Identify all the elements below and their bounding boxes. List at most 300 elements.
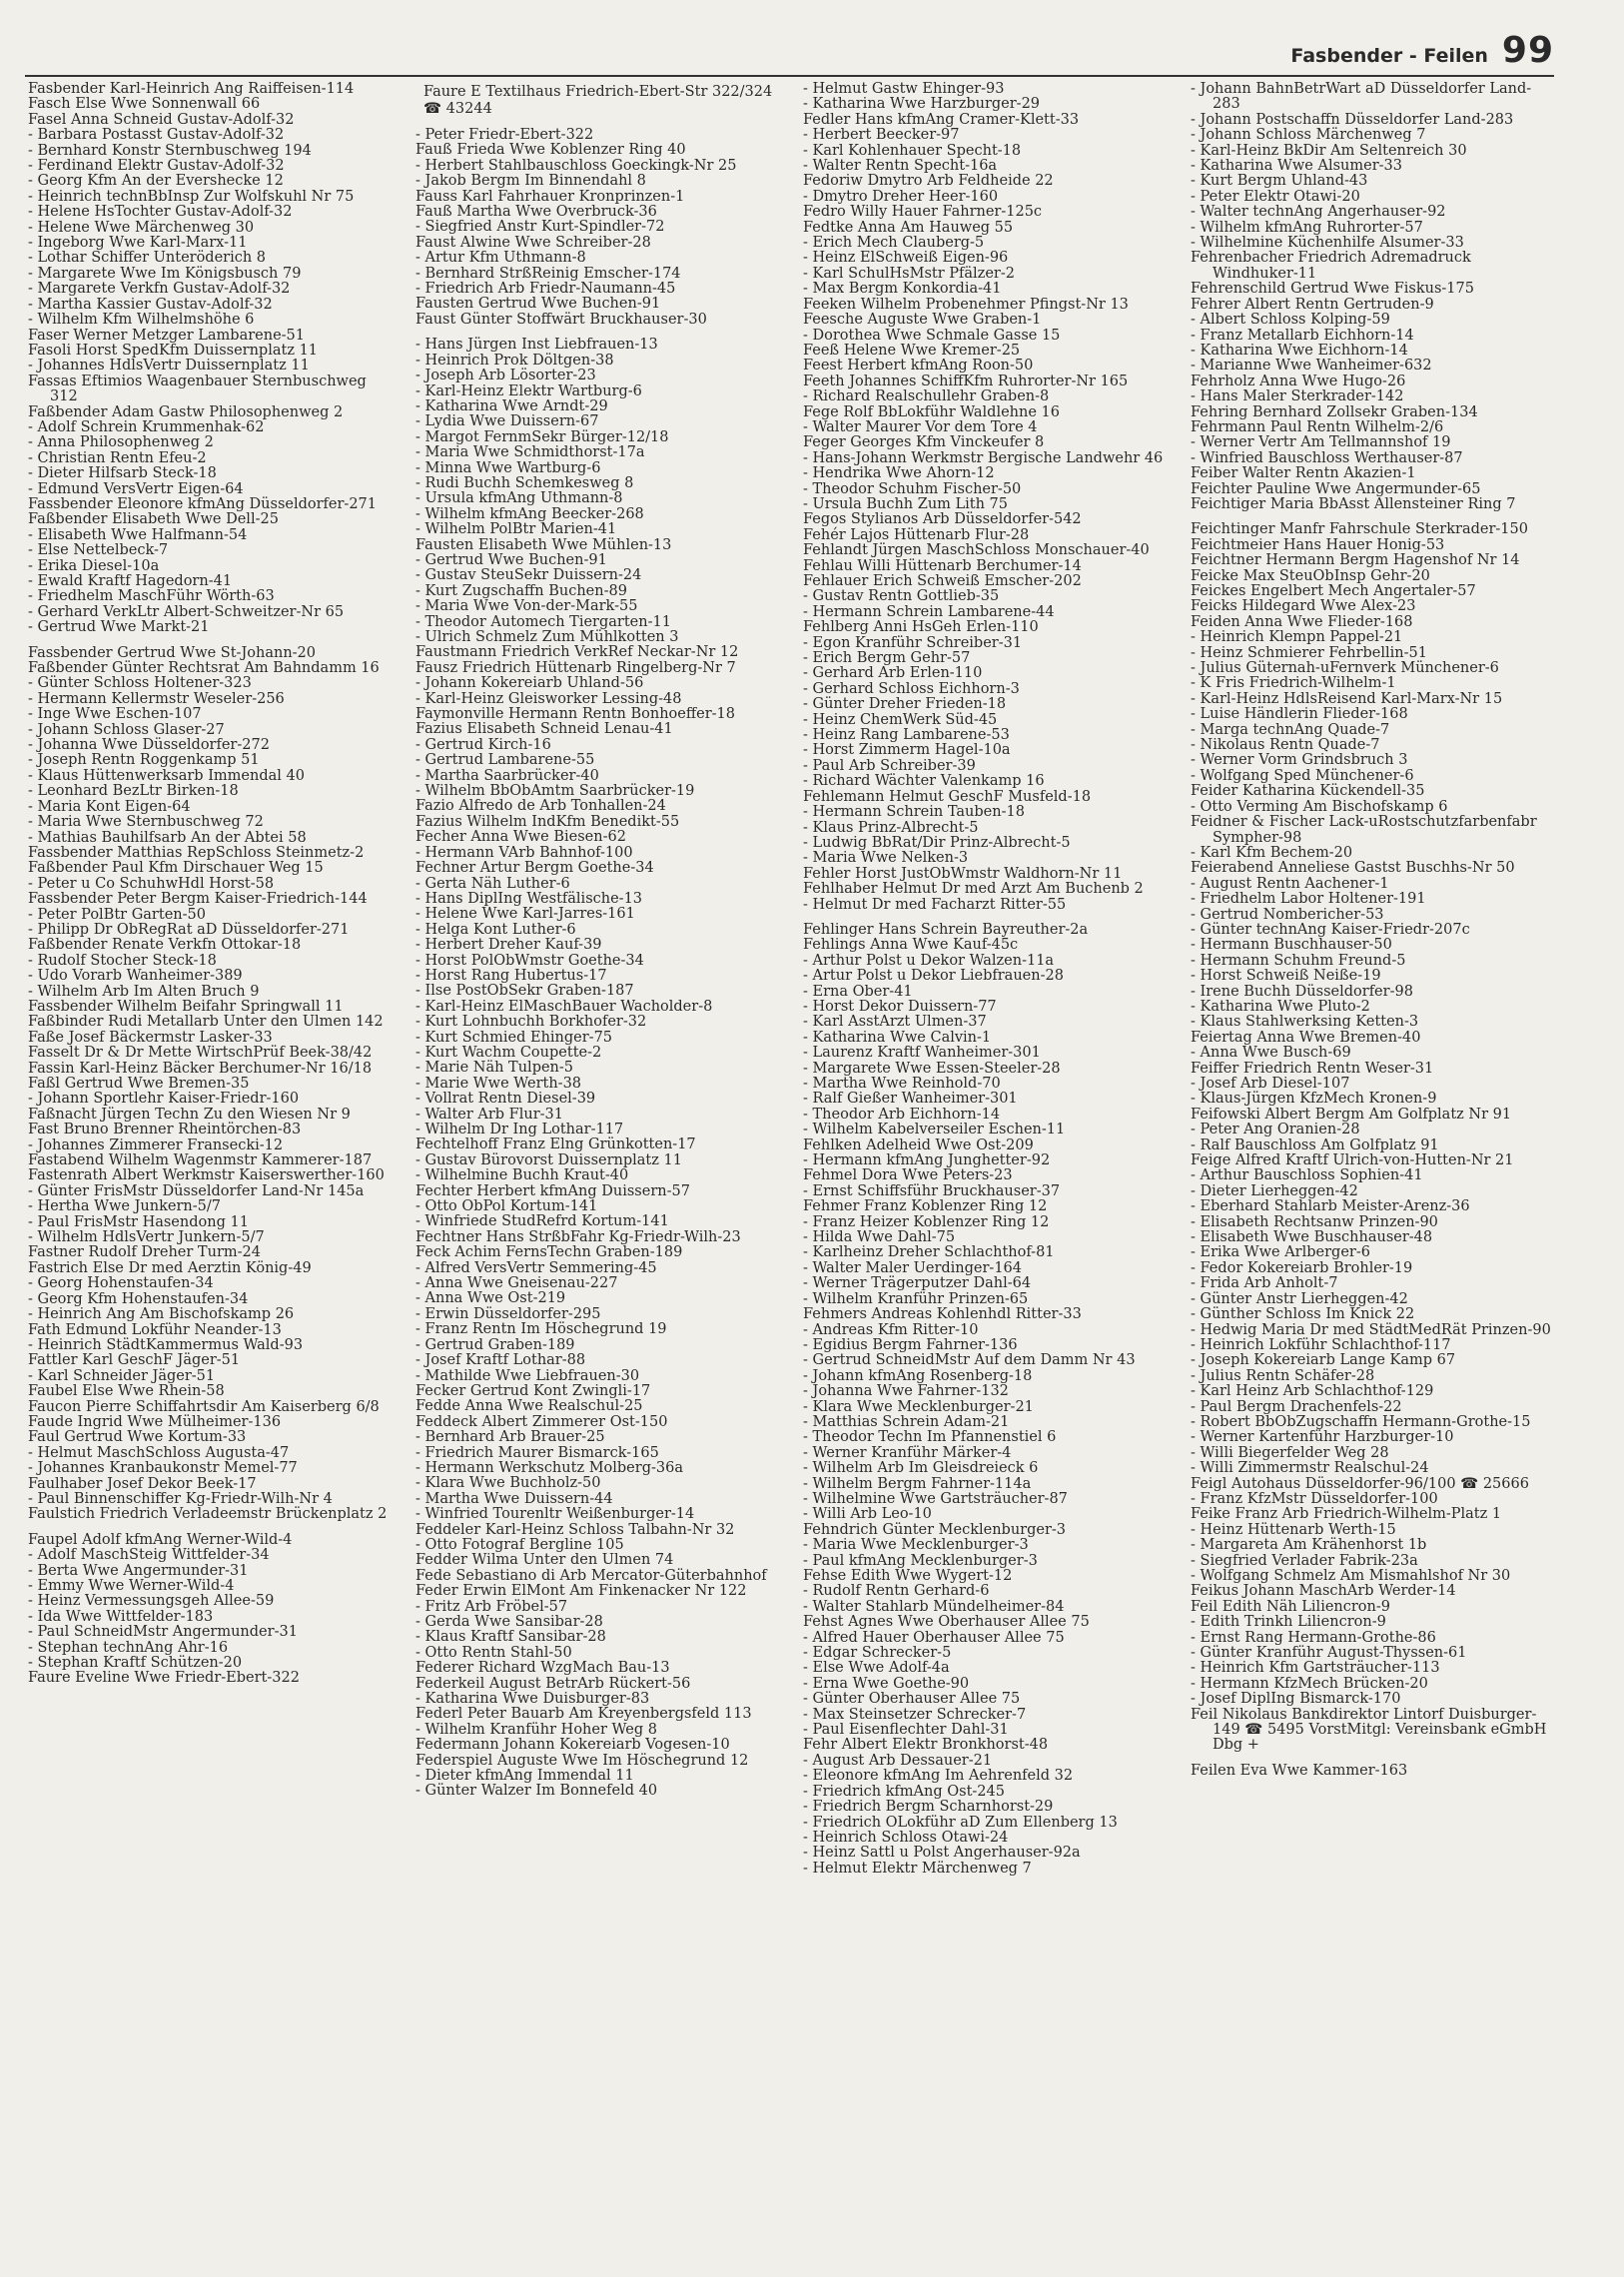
directory-entry: Fedoriw Dmytro Arb Feldheide 22 xyxy=(803,173,1054,190)
directory-entry: Fehlinger Hans Schrein Bayreuther-2a xyxy=(803,921,1089,938)
directory-entry: Fath Edmund Lokführ Neander-13 xyxy=(28,1321,282,1338)
directory-entry: - Nikolaus Rentn Quade-7 xyxy=(1191,738,1556,753)
directory-entry: - Georg Kfm Hohenstaufen-34 xyxy=(28,1292,394,1307)
directory-entry: - August Rentn Aachener-1 xyxy=(1191,877,1556,892)
directory-entry: - Winfried Tourenltr Weißenburger-14 xyxy=(415,1507,781,1522)
directory-entry: - Margareta Am Krähenhorst 1b xyxy=(1191,1538,1556,1553)
directory-entry: Fasselt Dr & Dr Mette WirtschPrüf Beek-38/42 xyxy=(28,1045,373,1062)
directory-entry: - Günther Schloss Im Knick 22 xyxy=(1191,1307,1556,1322)
directory-entry: - Heinz Sattl u Polst Angerhauser-92a xyxy=(803,1846,1169,1861)
directory-entry: Feil Edith Näh Liliencron-9 xyxy=(1191,1598,1390,1615)
directory-entry: - Gerta Näh Luther-6 xyxy=(415,877,781,892)
directory-entry: - Karl SchulHsMstr Pfälzer-2 xyxy=(803,267,1169,282)
directory-entry: - Helene Wwe Karl-Jarres-161 xyxy=(415,907,781,922)
directory-entry: - Johann Schloss Märchenweg 7 xyxy=(1191,128,1556,143)
directory-entry: - Erwin Düsseldorfer-295 xyxy=(415,1307,781,1322)
directory-entry: - Wilhelm PolBtr Marien-41 xyxy=(415,522,781,537)
directory-entry: - Wilhelm Kfm Wilhelmshöhe 6 xyxy=(28,313,394,328)
directory-entry: - Hans Jürgen Inst Liebfrauen-13 xyxy=(415,338,781,353)
directory-entry: Faße Josef Bäckermstr Lasker-33 xyxy=(28,1029,273,1046)
directory-entry: - Friedrich OLokführ aD Zum Ellenberg 13 xyxy=(803,1816,1169,1831)
directory-entry: - Bernhard Konstr Sternbuschweg 194 xyxy=(28,144,394,159)
directory-entry: Fassin Karl-Heinz Bäcker Berchumer-Nr 16/18 xyxy=(28,1060,373,1077)
directory-entry: - Gertrud Kirch-16 xyxy=(415,738,781,753)
directory-entry: - Martha Wwe Reinhold-70 xyxy=(803,1077,1169,1092)
directory-entry: - Max Bergm Konkordia-41 xyxy=(803,282,1169,297)
column-2 xyxy=(415,82,781,2249)
directory-entry: - Ursula Buchh Zum Lith 75 xyxy=(803,497,1169,512)
directory-entry: - Marie Wwe Werth-38 xyxy=(415,1077,781,1092)
page-header xyxy=(1290,30,1554,71)
directory-entry: - Joseph Arb Lösorter-23 xyxy=(415,369,781,383)
directory-entry: Faßbender Paul Kfm Dirschauer Weg 15 xyxy=(28,860,324,877)
directory-entry: - Günter Kranführ August-Thyssen-61 xyxy=(1191,1646,1556,1661)
directory-entry: - Rudi Buchh Schemkesweg 8 xyxy=(415,476,781,491)
directory-entry: - Stephan technAng Ahr-16 xyxy=(28,1641,394,1656)
directory-entry: - Otto Verming Am Bischofskamp 6 xyxy=(1191,800,1556,815)
directory-entry: Fedtke Anna Am Hauweg 55 xyxy=(803,219,1014,236)
directory-entry: Feiber Walter Rentn Akazien-1 xyxy=(1191,465,1416,482)
directory-entry: - Herbert Stahlbauschloss Goeckingk-Nr 25 xyxy=(415,159,781,174)
directory-entry: - Hedwig Maria Dr med StädtMedRät Prinzen-90 xyxy=(1191,1323,1556,1338)
directory-entry: - Elisabeth Wwe Buschhauser-48 xyxy=(1191,1230,1556,1245)
directory-entry: - Margarete Verkfn Gustav-Adolf-32 xyxy=(28,282,394,297)
directory-entry: - Wilhelm Dr Ing Lothar-117 xyxy=(415,1123,781,1138)
directory-entry: Fehrer Albert Rentn Gertruden-9 xyxy=(1191,296,1434,313)
directory-entry: - Luise Händlerin Flieder-168 xyxy=(1191,707,1556,722)
column-3 xyxy=(803,82,1169,2249)
directory-entry: Faßbender Adam Gastw Philosophenweg 2 xyxy=(28,403,344,420)
directory-entry: Feichtinger Manfr Fahrschule Sterkrader-150 xyxy=(1191,521,1528,538)
directory-entry: - Adolf Schrein Krummenhak-62 xyxy=(28,420,394,435)
directory-entry: - Siegfried Verlader Fabrik-23a xyxy=(1191,1554,1556,1569)
directory-entry: - Kurt Wachm Coupette-2 xyxy=(415,1046,781,1061)
directory-entry: - Gertrud Graben-189 xyxy=(415,1338,781,1353)
directory-entry: - Gertrud Wwe Markt-21 xyxy=(28,620,394,635)
directory-entry: - Paul SchneidMstr Angermunder-31 xyxy=(28,1625,394,1640)
directory-entry: - Gustav SteuSekr Duissern-24 xyxy=(415,568,781,583)
directory-entry: - Paul kfmAng Mecklenburger-3 xyxy=(803,1554,1169,1569)
directory-entry: - Helmut Dr med Facharzt Ritter-55 xyxy=(803,898,1169,913)
directory-entry: - Hilda Wwe Dahl-75 xyxy=(803,1230,1169,1245)
directory-entry: - Gerhard Arb Erlen-110 xyxy=(803,666,1169,681)
directory-entry: - Günter FrisMstr Düsseldorfer Land-Nr 145a xyxy=(28,1184,394,1199)
directory-entry: - Katharina Wwe Calvin-1 xyxy=(803,1031,1169,1046)
directory-entry: Feiertag Anna Wwe Bremen-40 xyxy=(1191,1029,1421,1046)
directory-entry: - Berta Wwe Angermunder-31 xyxy=(28,1564,394,1579)
directory-entry: Fehlandt Jürgen MaschSchloss Monschauer-40 xyxy=(803,542,1150,559)
directory-entry: - Karl Heinz Arb Schlachthof-129 xyxy=(1191,1384,1556,1399)
directory-entry: - Robert BbObZugschaffn Hermann-Grothe-15 xyxy=(1191,1415,1556,1430)
directory-entry: - Ralf Bauschloss Am Golfplatz 91 xyxy=(1191,1138,1556,1153)
directory-entry: Fecher Anna Wwe Biesen-62 xyxy=(415,829,626,846)
directory-entry: Feest Herbert kfmAng Roon-50 xyxy=(803,358,1034,375)
directory-entry: Faßbender Günter Rechtsrat Am Bahndamm 16 xyxy=(28,660,380,677)
directory-entry: Fazio Alfredo de Arb Tonhallen-24 xyxy=(415,798,666,815)
directory-entry: - Gerhard Schloss Eichhorn-3 xyxy=(803,682,1169,697)
directory-entry: - Maria Wwe Schmidthorst-17a xyxy=(415,445,781,460)
directory-entry: - Klaus Kraftf Sansibar-28 xyxy=(415,1630,781,1645)
directory-entry: Feige Alfred Kraftf Ulrich-von-Hutten-Nr 21 xyxy=(1191,1152,1514,1169)
directory-entry: - Maria Wwe Nelken-3 xyxy=(803,851,1169,866)
directory-entry: - Klara Wwe Mecklenburger-21 xyxy=(803,1400,1169,1415)
directory-entry: - Margot FernmSekr Bürger-12/18 xyxy=(415,430,781,445)
directory-entry: - Walter Maler Uerdinger-164 xyxy=(803,1261,1169,1276)
directory-entry: - Heinrich technBbInsp Zur Wolfskuhl Nr 75 xyxy=(28,190,394,205)
directory-entry: - Wilhelm kfmAng Beecker-268 xyxy=(415,507,781,522)
directory-entry: - Artur Polst u Dekor Liebfrauen-28 xyxy=(803,969,1169,984)
directory-entry: Fastner Rudolf Dreher Turm-24 xyxy=(28,1244,261,1261)
directory-entry: Fassas Eftimios Waagenbauer Sternbuschweg 312 xyxy=(28,373,367,405)
directory-entry: - Ernst Rang Hermann-Grothe-86 xyxy=(1191,1631,1556,1646)
directory-entry: - Marie Näh Tulpen-5 xyxy=(415,1061,781,1076)
directory-entry: - Karl Kfm Bechem-20 xyxy=(1191,846,1556,861)
directory-entry: - Ferdinand Elektr Gustav-Adolf-32 xyxy=(28,159,394,174)
directory-entry: - Heinz Rang Lambarene-53 xyxy=(803,728,1169,743)
directory-entry: - Karl-Heinz Gleisworker Lessing-48 xyxy=(415,692,781,707)
directory-entry: - Eleonore kfmAng Im Aehrenfeld 32 xyxy=(803,1769,1169,1784)
directory-entry: - Martha Kassier Gustav-Adolf-32 xyxy=(28,298,394,313)
directory-entry: Feil Nikolaus Bankdirektor Lintorf Duisburger-149 ☎ 5495 VorstMitgl: Vereinsbank eGmbH Dbg + xyxy=(1191,1706,1547,1754)
directory-entry: Faßbender Elisabeth Wwe Dell-25 xyxy=(28,511,279,528)
directory-entry: Fehlken Adelheid Wwe Ost-209 xyxy=(803,1137,1034,1153)
directory-entry: Fehr Albert Elektr Bronkhorst-48 xyxy=(803,1737,1049,1754)
directory-entry: Fastabend Wilhelm Wagenmstr Kammerer-187 xyxy=(28,1152,373,1169)
directory-entry: - Katharina Wwe Harzburger-29 xyxy=(803,97,1169,112)
directory-entry: Feidner & Fischer Lack-uRostschutzfarbenfabr Sympher-98 xyxy=(1191,814,1537,846)
directory-entry: Feigl Autohaus Düsseldorfer-96/100 ☎ 25666 xyxy=(1191,1475,1529,1492)
directory-entry: - Heinz Schmierer Fehrbellin-51 xyxy=(1191,646,1556,661)
directory-entry: - Wilhelm Kranführ Hoher Weg 8 xyxy=(415,1723,781,1738)
directory-entry: - Klaus-Jürgen KfzMech Kronen-9 xyxy=(1191,1092,1556,1107)
directory-entry: - Wilhelm Arb Im Gleisdreieck 6 xyxy=(803,1461,1169,1476)
directory-entry: Fausten Elisabeth Wwe Mühlen-13 xyxy=(415,536,672,553)
directory-entry: - Dieter Hilfsarb Steck-18 xyxy=(28,466,394,481)
directory-entry: Feichtner Hermann Bergm Hagenshof Nr 14 xyxy=(1191,552,1520,569)
directory-entry: - Arthur Bauschloss Sophien-41 xyxy=(1191,1168,1556,1183)
directory-entry: - Hermann Schrein Tauben-18 xyxy=(803,805,1169,820)
directory-entry: - Friedrich kfmAng Ost-245 xyxy=(803,1785,1169,1800)
directory-entry: - Horst Rang Hubertus-17 xyxy=(415,969,781,984)
directory-entry: - Karl-Heinz ElMaschBauer Wacholder-8 xyxy=(415,1000,781,1015)
directory-entry: - Johanna Wwe Düsseldorfer-272 xyxy=(28,738,394,753)
directory-entry: Feicks Hildegard Wwe Alex-23 xyxy=(1191,598,1416,615)
directory-entry: - Klaus Stahlwerksing Ketten-3 xyxy=(1191,1015,1556,1030)
directory-entry: - Dmytro Dreher Heer-160 xyxy=(803,190,1169,205)
directory-entry: - Karl-Heinz Elektr Wartburg-6 xyxy=(415,384,781,399)
directory-entry: - Helene HsTochter Gustav-Adolf-32 xyxy=(28,205,394,220)
directory-entry: - Kurt Schmied Ehinger-75 xyxy=(415,1031,781,1046)
directory-entry: - Heinrich Schloss Otawi-24 xyxy=(803,1831,1169,1846)
directory-entry: - Günter Oberhauser Allee 75 xyxy=(803,1692,1169,1707)
directory-entry: - Karl-Heinz BkDir Am Seltenreich 30 xyxy=(1191,144,1556,159)
directory-entry: - Franz KfzMstr Düsseldorfer-100 xyxy=(1191,1492,1556,1507)
directory-entry: - Erna Wwe Goethe-90 xyxy=(803,1677,1169,1692)
directory-entry: - Johann Kokereiarb Uhland-56 xyxy=(415,676,781,691)
directory-entry: - Rudolf Stocher Steck-18 xyxy=(28,954,394,969)
directory-entry: - Friedhelm MaschFühr Wörth-63 xyxy=(28,589,394,604)
directory-entry: - Josef Arb Diesel-107 xyxy=(1191,1077,1556,1092)
directory-entry: - Johann Postschaffn Düsseldorfer Land-283 xyxy=(1191,113,1556,128)
directory-entry: - Else Nettelbeck-7 xyxy=(28,543,394,558)
directory-entry: - Erich Bergm Gehr-57 xyxy=(803,651,1169,666)
directory-entry: Fechtelhoff Franz Elng Grünkotten-17 xyxy=(415,1137,696,1153)
directory-entry: - Maria Wwe Sternbuschweg 72 xyxy=(28,815,394,830)
directory-entry: - Mathias Bauhilfsarb An der Abtei 58 xyxy=(28,831,394,846)
directory-entry: - Friedrich Bergm Scharnhorst-29 xyxy=(803,1800,1169,1815)
directory-entry: Fehlhaber Helmut Dr med Arzt Am Buchenb 2 xyxy=(803,881,1144,898)
directory-entry: - Hertha Wwe Junkern-5/7 xyxy=(28,1199,394,1214)
directory-entry: - Hermann Schrein Lambarene-44 xyxy=(803,605,1169,620)
directory-entry: - Otto Rentn Stahl-50 xyxy=(415,1646,781,1661)
directory-entry: - Maria Wwe Von-der-Mark-55 xyxy=(415,599,781,614)
directory-entry: Fassbender Eleonore kfmAng Düsseldorfer-271 xyxy=(28,495,377,512)
directory-entry: - Barbara Postasst Gustav-Adolf-32 xyxy=(28,128,394,143)
directory-entry: - Theodor Arb Eichhorn-14 xyxy=(803,1108,1169,1123)
directory-entry: - Karl AsstArzt Ulmen-37 xyxy=(803,1015,1169,1030)
directory-entry: - Herbert Beecker-97 xyxy=(803,128,1169,143)
directory-entry: - Joseph Rentn Roggenkamp 51 xyxy=(28,753,394,768)
directory-entry: Feder Erwin ElMont Am Finkenacker Nr 122 xyxy=(415,1583,747,1600)
directory-entry: - Klaus Prinz-Albrecht-5 xyxy=(803,821,1169,836)
directory-entry: - Katharina Wwe Duisburger-83 xyxy=(415,1692,781,1707)
directory-entry: - Richard Realschullehr Graben-8 xyxy=(803,389,1169,404)
directory-entry: - Martha Wwe Duissern-44 xyxy=(415,1492,781,1507)
directory-entry: - Maria Kont Eigen-64 xyxy=(28,800,394,815)
directory-entry: - Maria Wwe Mecklenburger-3 xyxy=(803,1538,1169,1553)
directory-entry: - Christian Rentn Efeu-2 xyxy=(28,451,394,466)
directory-entry: - Heinrich Lokführ Schlachthof-117 xyxy=(1191,1338,1556,1353)
directory-entry: Fausz Friedrich Hüttenarb Ringelberg-Nr 7 xyxy=(415,659,736,676)
directory-entry: Fausten Gertrud Wwe Buchen-91 xyxy=(415,296,661,313)
directory-entry: - Walter Arb Flur-31 xyxy=(415,1108,781,1123)
directory-entry: Fehrenschild Gertrud Wwe Fiskus-175 xyxy=(1191,281,1474,298)
directory-entry: Fasel Anna Schneid Gustav-Adolf-32 xyxy=(28,111,295,128)
directory-entry: - Peter Elektr Otawi-20 xyxy=(1191,190,1556,205)
directory-entry: Faser Werner Metzger Lambarene-51 xyxy=(28,327,306,344)
directory-entry: - Horst Schweiß Neiße-19 xyxy=(1191,969,1556,984)
directory-entry: - Julius Rentn Schäfer-28 xyxy=(1191,1369,1556,1384)
directory-entry: - Walter Rentn Specht-16a xyxy=(803,159,1169,174)
directory-entry: - Paul Eisenflechter Dahl-31 xyxy=(803,1723,1169,1738)
directory-entry: - Gustav Rentn Gottlieb-35 xyxy=(803,589,1169,604)
directory-entry: Fehér Lajos Hüttenarb Flur-28 xyxy=(803,526,1030,543)
directory-entry: - Andreas Kfm Ritter-10 xyxy=(803,1323,1169,1338)
directory-entry: - Hans-Johann Werkmstr Bergische Landwehr 46 xyxy=(803,451,1169,466)
directory-entry: Fedder Wilma Unter den Ulmen 74 xyxy=(415,1552,674,1569)
directory-entry: Faure Eveline Wwe Friedr-Ebert-322 xyxy=(28,1670,300,1687)
directory-entry: - Egidius Bergm Fahrner-136 xyxy=(803,1338,1169,1353)
directory-entry: Feesche Auguste Wwe Graben-1 xyxy=(803,312,1042,329)
directory-entry: - Else Wwe Adolf-4a xyxy=(803,1661,1169,1676)
directory-entry: Fechter Herbert kfmAng Duissern-57 xyxy=(415,1182,690,1199)
directory-entry: - Winfriede StudRefrd Kortum-141 xyxy=(415,1214,781,1229)
directory-entry: - Werner Kranführ Märker-4 xyxy=(803,1446,1169,1461)
directory-entry: - Erich Mech Clauberg-5 xyxy=(803,236,1169,251)
directory-entry: - Edgar Schrecker-5 xyxy=(803,1646,1169,1661)
directory-entry: - Marianne Wwe Wanheimer-632 xyxy=(1191,359,1556,374)
directory-entry: - Katharina Wwe Eichhorn-14 xyxy=(1191,344,1556,359)
directory-entry: - Friedhelm Labor Holtener-191 xyxy=(1191,892,1556,907)
directory-entry: - Eberhard Stahlarb Meister-Arenz-36 xyxy=(1191,1199,1556,1214)
directory-entry: - Walter Stahlarb Mündelheimer-84 xyxy=(803,1600,1169,1615)
directory-entry: - Karl Kohlenhauer Specht-18 xyxy=(803,144,1169,159)
directory-entry: Federer Richard WzgMach Bau-13 xyxy=(415,1660,670,1677)
directory-entry: - Paul Binnenschiffer Kg-Friedr-Wilh-Nr 4 xyxy=(28,1492,394,1507)
directory-entry: - Günter Dreher Frieden-18 xyxy=(803,697,1169,712)
directory-entry: - Frida Arb Anholt-7 xyxy=(1191,1276,1556,1291)
directory-entry: Feichtiger Maria BbAsst Allensteiner Ring 7 xyxy=(1191,495,1516,512)
directory-entry: Fazius Wilhelm IndKfm Benedikt-55 xyxy=(415,813,680,830)
header-rule xyxy=(25,75,1554,77)
directory-entry: Fastrich Else Dr med Aerztin König-49 xyxy=(28,1259,312,1276)
directory-entry: - Egon Kranführ Schreiber-31 xyxy=(803,636,1169,651)
directory-entry: - Julius Güternah-uFernverk Münchener-6 xyxy=(1191,661,1556,676)
directory-entry: - August Arb Dessauer-21 xyxy=(803,1754,1169,1769)
directory-entry: - Wilhelm Kranführ Prinzen-65 xyxy=(803,1292,1169,1307)
directory-entry: Fehlings Anna Wwe Kauf-45c xyxy=(803,937,1019,954)
directory-entry: - Wilhelm Kabelverseiler Eschen-11 xyxy=(803,1123,1169,1138)
directory-entry: - Ilse PostObSekr Graben-187 xyxy=(415,984,781,999)
directory-entry: - Werner Vorm Grindsbruch 3 xyxy=(1191,753,1556,768)
directory-entry: - Karl-Heinz HdlsReisend Karl-Marx-Nr 15 xyxy=(1191,692,1556,707)
directory-entry: - Erna Ober-41 xyxy=(803,985,1169,1000)
directory-entry: - Philipp Dr ObRegRat aD Düsseldorfer-271 xyxy=(28,923,394,938)
directory-entry: Fehlau Willi Hüttenarb Berchumer-14 xyxy=(803,557,1082,574)
directory-entry: Fechner Artur Bergm Goethe-34 xyxy=(415,860,654,877)
directory-entry: Feiden Anna Wwe Flieder-168 xyxy=(1191,613,1413,630)
directory-entry: Faul Gertrud Wwe Kortum-33 xyxy=(28,1429,247,1446)
column-1 xyxy=(28,82,394,2249)
directory-entry: - Johannes Kranbaukonstr Memel-77 xyxy=(28,1461,394,1476)
directory-entry: - Hans Maler Sterkrader-142 xyxy=(1191,389,1556,404)
directory-entry: - Wolfgang Schmelz Am Mismahlshof Nr 30 xyxy=(1191,1569,1556,1584)
directory-entry: - Hermann Kellermstr Weseler-256 xyxy=(28,692,394,707)
directory-entry: - Edmund VersVertr Eigen-64 xyxy=(28,482,394,497)
directory-entry: - Friedrich Arb Friedr-Naumann-45 xyxy=(415,282,781,297)
directory-entry: - Katharina Wwe Pluto-2 xyxy=(1191,1000,1556,1015)
directory-entry: - Gertrud Wwe Buchen-91 xyxy=(415,553,781,568)
directory-entry: Fedde Anna Wwe Realschul-25 xyxy=(415,1398,643,1415)
directory-entry: - Helene Wwe Märchenweg 30 xyxy=(28,221,394,236)
directory-entry: Feilen Eva Wwe Kammer-163 xyxy=(1191,1762,1408,1779)
directory-entry: Feiffer Friedrich Rentn Weser-31 xyxy=(1191,1060,1434,1077)
directory-entry: - Franz Heizer Koblenzer Ring 12 xyxy=(803,1215,1169,1230)
directory-entry: - Udo Vorarb Wanheimer-389 xyxy=(28,969,394,984)
directory-entry: - Katharina Wwe Alsumer-33 xyxy=(1191,159,1556,174)
directory-entry: - Günter Anstr Lierheggen-42 xyxy=(1191,1292,1556,1307)
directory-entry: Fastenrath Albert Werkmstr Kaiserswerther-160 xyxy=(28,1167,385,1184)
directory-entry: - Wilhelm Arb Im Alten Bruch 9 xyxy=(28,985,394,1000)
directory-entry: Fasoli Horst SpedKfm Duissernplatz 11 xyxy=(28,342,319,359)
column-4 xyxy=(1191,82,1556,2249)
directory-entry: - Anna Wwe Gneisenau-227 xyxy=(415,1276,781,1291)
directory-entry: Fassbender Gertrud Wwe St-Johann-20 xyxy=(28,644,317,661)
directory-entry: - Heinz ElSchweiß Eigen-96 xyxy=(803,251,1169,266)
directory-entry: - Ida Wwe Wittfelder-183 xyxy=(28,1610,394,1625)
directory-entry: Fehrenbacher Friedrich Adremadruck Windhuker-11 xyxy=(1191,250,1471,282)
directory-entry: Fedro Willy Hauer Fahrner-125c xyxy=(803,204,1043,221)
directory-entry: - Helga Kont Luther-6 xyxy=(415,923,781,938)
directory-entry: - Hermann kfmAng Junghetter-92 xyxy=(803,1153,1169,1168)
directory-entry: - K Fris Friedrich-Wilhelm-1 xyxy=(1191,676,1556,691)
directory-entry: Fassbender Peter Bergm Kaiser-Friedrich-144 xyxy=(28,891,368,908)
page-range: Fasbender - Feilen xyxy=(1290,45,1488,67)
directory-entry: - Johanna Wwe Fahrner-132 xyxy=(803,1384,1169,1399)
directory-entry: - Leonhard BezLtr Birken-18 xyxy=(28,784,394,799)
directory-entry: - Matthias Schrein Adam-21 xyxy=(803,1415,1169,1430)
directory-entry: - Fritz Arb Fröbel-57 xyxy=(415,1600,781,1615)
directory-entry: - Jakob Bergm Im Binnendahl 8 xyxy=(415,174,781,189)
directory-entry: Federl Peter Bauarb Am Kreyenbergsfeld 113 xyxy=(415,1706,752,1723)
directory-entry: - Wilhelm kfmAng Ruhrorter-57 xyxy=(1191,221,1556,236)
directory-entry: - Erika Wwe Arlberger-6 xyxy=(1191,1245,1556,1260)
directory-entry: - Georg Hohenstaufen-34 xyxy=(28,1276,394,1291)
directory-entry: - Vollrat Rentn Diesel-39 xyxy=(415,1092,781,1107)
directory-entry: - Ernst Schiffsführ Bruckhauser-37 xyxy=(803,1184,1169,1199)
directory-entry: Faßl Gertrud Wwe Bremen-35 xyxy=(28,1076,250,1092)
directory-entry: - Gerhard VerkLtr Albert-Schweitzer-Nr 65 xyxy=(28,605,394,620)
directory-entry: Feifowski Albert Bergm Am Golfplatz Nr 91 xyxy=(1191,1106,1512,1123)
directory-entry: Feickes Engelbert Mech Angertaler-57 xyxy=(1191,583,1476,599)
directory-entry: Fast Bruno Brenner Rheintörchen-83 xyxy=(28,1122,302,1138)
directory-entry: - Gustav Bürovorst Duissernplatz 11 xyxy=(415,1153,781,1168)
directory-entry: - Helmut Gastw Ehinger-93 xyxy=(803,82,1169,97)
directory-entry: - Horst PolObWmstr Goethe-34 xyxy=(415,954,781,969)
directory-entry: - Alfred VersVertr Semmering-45 xyxy=(415,1261,781,1276)
directory-entry: Fauss Karl Fahrhauer Kronprinzen-1 xyxy=(415,188,685,205)
directory-entry: - Wilhelm HdlsVertr Junkern-5/7 xyxy=(28,1230,394,1245)
directory-entry: Feeth Johannes SchiffKfm Ruhrorter-Nr 165 xyxy=(803,373,1129,389)
directory-entry: - Heinz Hüttenarb Werth-15 xyxy=(1191,1523,1556,1538)
directory-entry: - Horst Zimmerm Hagel-10a xyxy=(803,743,1169,758)
directory-entry: - Kurt Bergm Uhland-43 xyxy=(1191,174,1556,189)
directory-entry: - Willi Arb Leo-10 xyxy=(803,1507,1169,1522)
directory-entry: - Willi Zimmermstr Realschul-24 xyxy=(1191,1461,1556,1476)
directory-entry: - Karlheinz Dreher Schlachthof-81 xyxy=(803,1245,1169,1260)
directory-entry: - Peter Friedr-Ebert-322 xyxy=(415,128,781,143)
directory-entry: - Friedrich Maurer Bismarck-165 xyxy=(415,1446,781,1461)
directory-entry: - Johann Sportlehr Kaiser-Friedr-160 xyxy=(28,1092,394,1107)
directory-entry: Faude Ingrid Wwe Mülheimer-136 xyxy=(28,1413,282,1430)
directory-entry: - Joseph Kokereiarb Lange Kamp 67 xyxy=(1191,1353,1556,1368)
directory-entry: - Helmut Elektr Märchenweg 7 xyxy=(803,1862,1169,1877)
directory-entry: Fehmers Andreas Kohlenhdl Ritter-33 xyxy=(803,1306,1082,1323)
directory-entry: Faulhaber Josef Dekor Beek-17 xyxy=(28,1475,257,1492)
directory-entry: Feicke Max SteuObInsp Gehr-20 xyxy=(1191,567,1430,584)
directory-entry: - Erika Diesel-10a xyxy=(28,559,394,574)
directory-entry: - Max Steinsetzer Schrecker-7 xyxy=(803,1708,1169,1723)
directory-columns xyxy=(28,82,1556,2249)
directory-entry: - Dieter Lierheggen-42 xyxy=(1191,1184,1556,1199)
directory-entry: - Theodor Techn Im Pfannenstiel 6 xyxy=(803,1430,1169,1445)
directory-entry: - Hermann VArb Bahnhof-100 xyxy=(415,846,781,861)
directory-entry: - Ulrich Schmelz Zum Mühlkotten 3 xyxy=(415,630,781,645)
directory-entry: - Richard Wächter Valenkamp 16 xyxy=(803,774,1169,789)
directory-entry: - Theodor Automech Tiergarten-11 xyxy=(415,615,781,630)
directory-entry: - Johannes HdlsVertr Duissernplatz 11 xyxy=(28,359,394,374)
directory-entry: - Inge Wwe Eschen-107 xyxy=(28,707,394,722)
directory-entry: - Hermann Schuhm Freund-5 xyxy=(1191,954,1556,969)
directory-entry: - Walter technAng Angerhauser-92 xyxy=(1191,205,1556,220)
directory-entry: - Rudolf Rentn Gerhard-6 xyxy=(803,1584,1169,1599)
directory-entry: - Karl Schneider Jäger-51 xyxy=(28,1369,394,1384)
directory-entry: - Peter PolBtr Garten-50 xyxy=(28,908,394,923)
directory-entry: Fattler Karl GeschF Jäger-51 xyxy=(28,1352,241,1369)
directory-entry: - Heinrich StädtKammermus Wald-93 xyxy=(28,1338,394,1353)
directory-entry: Fauß Martha Wwe Overbruck-36 xyxy=(415,204,657,221)
directory-entry: Fehlemann Helmut GeschF Musfeld-18 xyxy=(803,788,1092,805)
